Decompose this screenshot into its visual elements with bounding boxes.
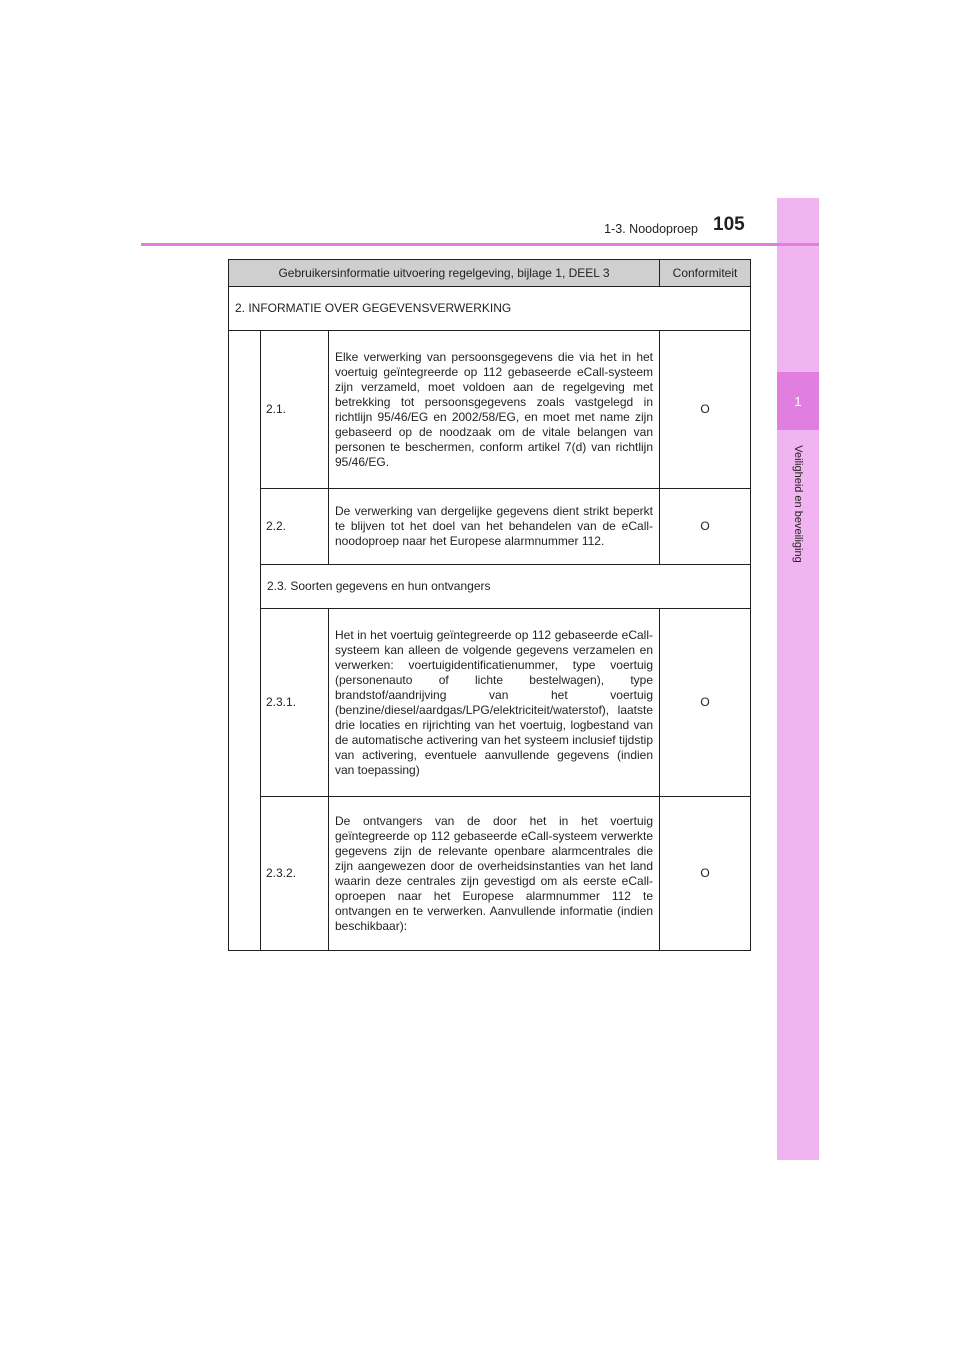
section-row [229, 287, 751, 331]
row-text: De ontvangers van de door het in het voertuig geïntegreerde op 112 gebaseerde eCall-systeem verwerkte gegevens zijn de relevante openbare alarmcentrales die zijn aangewezen door de overheidsinstanties van het land waarin deze centrales zijn gevestigd om als eerste eCall-oproepen naar het Europese alarmnummer 112 te ontvangen en te verwerken. Aanvullende informatie (indien beschikbaar): [329, 797, 660, 951]
header-main: Gebruikersinformatie uitvoering regelgeving, bijlage 1, DEEL 3 [229, 260, 660, 287]
row-text: De verwerking van dergelijke gegevens dient strikt beperkt te blijven tot het doel van het behandelen van de eCall-noodoproep naar het Europese alarmnummer 112. [329, 489, 660, 565]
row-number: 2.3.2. [261, 797, 329, 951]
section-row [229, 565, 751, 609]
section-2-3-title: 2.3. Soorten gegevens en hun ontvangers [261, 565, 751, 609]
row-number: 2.1. [261, 331, 329, 489]
table-row [229, 489, 751, 565]
table-row [229, 609, 751, 797]
row-conformity: O [660, 609, 751, 797]
indent-cell [229, 331, 261, 951]
side-tab [777, 198, 819, 1160]
header-conformity: Conformiteit [660, 260, 751, 287]
page-number: 105 [713, 214, 745, 235]
table-row [229, 797, 751, 951]
row-number: 2.2. [261, 489, 329, 565]
chapter-number: 1 [794, 393, 802, 409]
chapter-number-box [777, 372, 819, 430]
regulation-table [228, 259, 751, 951]
chapter-label: Veiligheid en beveiliging [792, 445, 804, 563]
row-text: Elke verwerking van persoonsgegevens die via het in het voertuig geïntegreerde op 112 gebaseerde eCall-systeem zijn verzameld, moet voldoen aan de regelgeving met betrekking tot persoonsgegevens zoals vastgelegd in richtlijn 95/46/EG en 2002/58/EG, en moet met name zijn gebaseerd op de noodzaak om de vitale belangen van personen te beschermen, conform artikel 7(d) van richtlijn 95/46/EG. [329, 331, 660, 489]
section-title: 1-3. Noodoproep [604, 222, 698, 236]
section-2-title: 2. INFORMATIE OVER GEGEVENSVERWERKING [229, 287, 751, 331]
row-text: Het in het voertuig geïntegreerde op 112 gebaseerde eCall-systeem kan alleen de volgende gegevens verzamelen en verwerken: voertuigidentificatienummer, type voertuig (personenauto of lichte bestelwagen), type brandstof/aandrijving van het voertuig (benzine/diesel/aardgas/LPG/elektriciteit/waterstof), laatste drie locaties en rijrichting van het voertuig, logbestand van de automatische activering van het systeem inclusief tijdstip van activering, eventuele aanvullende gegevens (indien van toepassing) [329, 609, 660, 797]
header-rule [141, 243, 819, 246]
table-header-row [229, 260, 751, 287]
table-row [229, 331, 751, 489]
row-conformity: O [660, 331, 751, 489]
row-number: 2.3.1. [261, 609, 329, 797]
row-conformity: O [660, 489, 751, 565]
row-conformity: O [660, 797, 751, 951]
